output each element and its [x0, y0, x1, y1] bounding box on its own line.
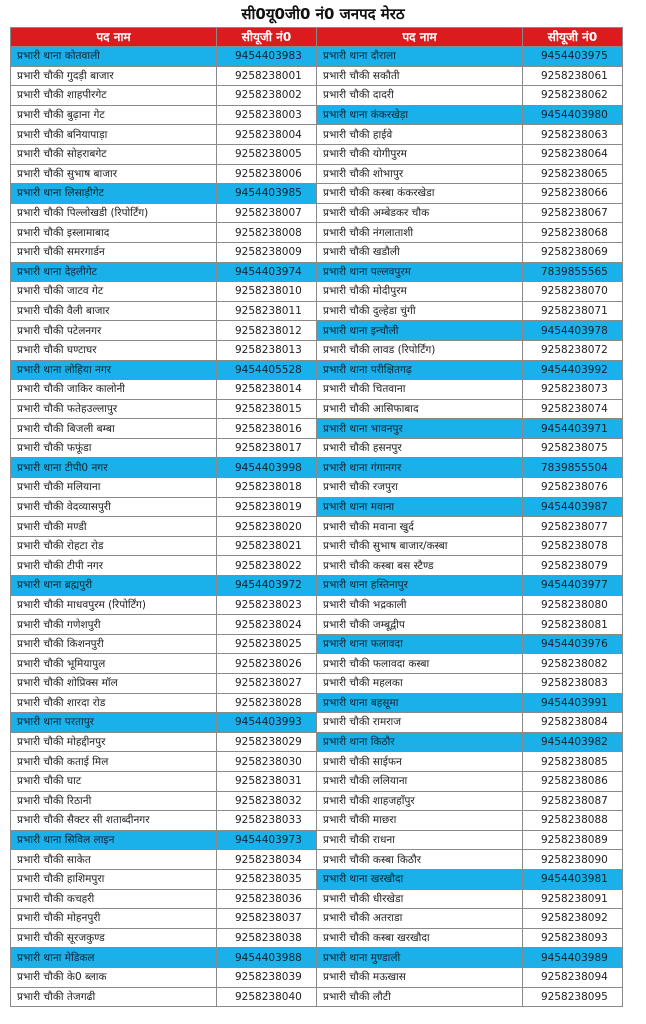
right-post-name: प्रभारी चौकी हाईवे	[317, 125, 523, 145]
header-cug-number-right: सीयूजी नं0	[523, 28, 623, 47]
table-row	[11, 556, 623, 576]
right-post-name: प्रभारी थाना परीक्षितगढ़	[317, 360, 523, 380]
right-cug-number: 9258238085	[523, 752, 623, 772]
table-row	[11, 125, 623, 145]
table-row	[11, 811, 623, 831]
header-row	[11, 28, 623, 47]
left-cug-number: 9258238032	[217, 791, 317, 811]
left-cug-number: 9258238037	[217, 909, 317, 929]
left-post-name: प्रभारी थाना कोतवाली	[11, 47, 217, 67]
right-post-name: प्रभारी चौकी साईफन	[317, 752, 523, 772]
left-post-name: प्रभारी चौकी बुढ़ाना गेट	[11, 105, 217, 125]
left-post-name: प्रभारी थाना लिसाड़ीगेट	[11, 184, 217, 204]
right-post-name: प्रभारी चौकी फलावदा कस्बा	[317, 654, 523, 674]
right-cug-number: 9258238062	[523, 86, 623, 106]
right-cug-number: 9454403989	[523, 948, 623, 968]
right-post-name: प्रभारी चौकी मवाना खुर्द	[317, 517, 523, 537]
right-cug-number: 9454403982	[523, 732, 623, 752]
right-post-name: प्रभारी थाना बहसूमा	[317, 693, 523, 713]
right-cug-number: 9258238067	[523, 203, 623, 223]
table-row	[11, 242, 623, 262]
left-cug-number: 9454403985	[217, 184, 317, 204]
right-cug-number: 9258238084	[523, 713, 623, 733]
right-cug-number: 9258238068	[523, 223, 623, 243]
table-row	[11, 360, 623, 380]
right-post-name: प्रभारी चौकी अतराडा	[317, 909, 523, 929]
left-cug-number: 9454405528	[217, 360, 317, 380]
left-cug-number: 9258238005	[217, 144, 317, 164]
right-cug-number: 7839855565	[523, 262, 623, 282]
right-cug-number: 9258238070	[523, 282, 623, 302]
table-row	[11, 47, 623, 67]
left-cug-number: 9258238015	[217, 399, 317, 419]
right-post-name: प्रभारी चौकी भद्रकाली	[317, 595, 523, 615]
table-row	[11, 340, 623, 360]
left-cug-number: 9258238009	[217, 242, 317, 262]
left-post-name: प्रभारी चौकी साकेत	[11, 850, 217, 870]
table-row	[11, 771, 623, 791]
right-cug-number: 9258238076	[523, 478, 623, 498]
right-post-name: प्रभारी चौकी कस्बा खरखौदा	[317, 928, 523, 948]
table-row	[11, 86, 623, 106]
right-post-name: प्रभारी चौकी सुभाष बाजार/कस्बा	[317, 536, 523, 556]
left-cug-number: 9454403974	[217, 262, 317, 282]
right-post-name: प्रभारी थाना हस्तिनापुर	[317, 576, 523, 596]
left-cug-number: 9258238018	[217, 478, 317, 498]
left-post-name: प्रभारी चौकी फतेहउल्लापुर	[11, 399, 217, 419]
left-cug-number: 9258238001	[217, 66, 317, 86]
left-post-name: प्रभारी चौकी जाकिर कालोनी	[11, 380, 217, 400]
table-row	[11, 399, 623, 419]
table-row	[11, 595, 623, 615]
left-cug-number: 9258238016	[217, 419, 317, 439]
left-post-name: प्रभारी चौकी मण्डी	[11, 517, 217, 537]
left-cug-number: 9258238004	[217, 125, 317, 145]
right-cug-number: 9454403981	[523, 869, 623, 889]
left-cug-number: 9258238036	[217, 889, 317, 909]
left-cug-number: 9258238022	[217, 556, 317, 576]
left-cug-number: 9258238017	[217, 438, 317, 458]
right-cug-number: 9454403992	[523, 360, 623, 380]
left-post-name: प्रभारी चौकी मोहद्दीनपुर	[11, 732, 217, 752]
right-post-name: प्रभारी चौकी लौटी	[317, 987, 523, 1007]
right-post-name: प्रभारी चौकी ललियाना	[317, 771, 523, 791]
table-row	[11, 301, 623, 321]
right-cug-number: 9258238074	[523, 399, 623, 419]
right-post-name: प्रभारी थाना मुण्डाली	[317, 948, 523, 968]
right-cug-number: 9258238063	[523, 125, 623, 145]
left-post-name: प्रभारी चौकी माधवपुरम (रिपोर्टिंग)	[11, 595, 217, 615]
right-post-name: प्रभारी चौकी मोदीपुरम	[317, 282, 523, 302]
right-post-name: प्रभारी चौकी कस्बा कंकरखेडा	[317, 184, 523, 204]
right-post-name: प्रभारी थाना खरखौदा	[317, 869, 523, 889]
table-row	[11, 732, 623, 752]
left-cug-number: 9258238019	[217, 497, 317, 517]
left-post-name: प्रभारी चौकी गुदड़ी बाजार	[11, 66, 217, 86]
right-post-name: प्रभारी चौकी शाहजहाँपुर	[317, 791, 523, 811]
left-cug-number: 9258238008	[217, 223, 317, 243]
left-cug-number: 9258238020	[217, 517, 317, 537]
right-cug-number: 9258238073	[523, 380, 623, 400]
table-row	[11, 262, 623, 282]
table-body	[11, 47, 623, 1007]
left-post-name: प्रभारी चौकी किशनपुरी	[11, 634, 217, 654]
left-post-name: प्रभारी चौकी पटेलनगर	[11, 321, 217, 341]
table-row	[11, 869, 623, 889]
right-post-name: प्रभारी थाना किठौर	[317, 732, 523, 752]
right-cug-number: 9258238091	[523, 889, 623, 909]
right-post-name: प्रभारी चौकी कस्बा बस स्टैण्ड	[317, 556, 523, 576]
right-post-name: प्रभारी थाना भावनपुर	[317, 419, 523, 439]
left-cug-number: 9258238025	[217, 634, 317, 654]
right-cug-number: 9454403977	[523, 576, 623, 596]
table-row	[11, 948, 623, 968]
right-cug-number: 9454403978	[523, 321, 623, 341]
table-row	[11, 830, 623, 850]
left-cug-number: 9258238014	[217, 380, 317, 400]
table-row	[11, 144, 623, 164]
left-post-name: प्रभारी चौकी शोप्रिक्स मॉल	[11, 674, 217, 694]
left-cug-number: 9258238006	[217, 164, 317, 184]
left-post-name: प्रभारी चौकी बनियापाड़ा	[11, 125, 217, 145]
table-row	[11, 458, 623, 478]
left-cug-number: 9258238026	[217, 654, 317, 674]
left-post-name: प्रभारी चौकी तेजगढी	[11, 987, 217, 1007]
right-post-name: प्रभारी चौकी कस्बा किठौर	[317, 850, 523, 870]
right-post-name: प्रभारी चौकी अम्बेडकर चौक	[317, 203, 523, 223]
right-post-name: प्रभारी चौकी राधना	[317, 830, 523, 850]
right-post-name: प्रभारी थाना कंकरखेड़ा	[317, 105, 523, 125]
table-row	[11, 164, 623, 184]
left-cug-number: 9258238013	[217, 340, 317, 360]
left-cug-number: 9454403988	[217, 948, 317, 968]
right-cug-number: 9258238061	[523, 66, 623, 86]
table-row	[11, 967, 623, 987]
left-post-name: प्रभारी चौकी रिठानी	[11, 791, 217, 811]
left-cug-number: 9258238010	[217, 282, 317, 302]
table-row	[11, 634, 623, 654]
left-post-name: प्रभारी चौकी टीपी नगर	[11, 556, 217, 576]
left-post-name: प्रभारी चौकी जाटव गेट	[11, 282, 217, 302]
table-row	[11, 713, 623, 733]
right-post-name: प्रभारी चौकी धीरखेडा	[317, 889, 523, 909]
right-cug-number: 9258238075	[523, 438, 623, 458]
right-post-name: प्रभारी चौकी माछरा	[317, 811, 523, 831]
table-row	[11, 928, 623, 948]
right-cug-number: 9258238080	[523, 595, 623, 615]
right-post-name: प्रभारी चौकी हसनपुर	[317, 438, 523, 458]
right-post-name: प्रभारी चौकी नंगलाताशी	[317, 223, 523, 243]
right-cug-number: 9258238065	[523, 164, 623, 184]
left-cug-number: 9258238034	[217, 850, 317, 870]
left-post-name: प्रभारी चौकी सोहराबगेट	[11, 144, 217, 164]
table-row	[11, 615, 623, 635]
left-post-name: प्रभारी चौकी फफूंडा	[11, 438, 217, 458]
left-cug-number: 9258238003	[217, 105, 317, 125]
table-row	[11, 576, 623, 596]
table-row	[11, 105, 623, 125]
left-cug-number: 9454403973	[217, 830, 317, 850]
left-cug-number: 9258238007	[217, 203, 317, 223]
table-row	[11, 654, 623, 674]
left-post-name: प्रभारी चौकी गणेशपुरी	[11, 615, 217, 635]
table-row	[11, 419, 623, 439]
right-post-name: प्रभारी थाना गंगानगर	[317, 458, 523, 478]
left-cug-number: 9258238028	[217, 693, 317, 713]
left-post-name: प्रभारी चौकी हाशिमपुरा	[11, 869, 217, 889]
left-post-name: प्रभारी चौकी समरगार्डन	[11, 242, 217, 262]
left-cug-number: 9258238040	[217, 987, 317, 1007]
table-row	[11, 909, 623, 929]
left-post-name: प्रभारी चौकी शाहपीरगेट	[11, 86, 217, 106]
right-post-name: प्रभारी चौकी मऊखास	[317, 967, 523, 987]
right-post-name: प्रभारी थाना पल्लवपुरम	[317, 262, 523, 282]
right-cug-number: 9454403971	[523, 419, 623, 439]
table-row	[11, 791, 623, 811]
cug-table	[10, 27, 623, 1007]
left-cug-number: 9258238030	[217, 752, 317, 772]
left-cug-number: 9258238039	[217, 967, 317, 987]
right-post-name: प्रभारी चौकी शोभापुर	[317, 164, 523, 184]
left-post-name: प्रभारी चौकी बिजली बम्बा	[11, 419, 217, 439]
left-post-name: प्रभारी थाना ब्रह्मपुरी	[11, 576, 217, 596]
right-post-name: प्रभारी चौकी रजपुरा	[317, 478, 523, 498]
left-cug-number: 9258238011	[217, 301, 317, 321]
table-row	[11, 889, 623, 909]
left-cug-number: 9258238012	[217, 321, 317, 341]
left-post-name: प्रभारी चौकी इस्लामाबाद	[11, 223, 217, 243]
right-cug-number: 9258238093	[523, 928, 623, 948]
right-cug-number: 9258238095	[523, 987, 623, 1007]
left-cug-number: 9258238033	[217, 811, 317, 831]
left-cug-number: 9454403972	[217, 576, 317, 596]
table-row	[11, 223, 623, 243]
right-cug-number: 9258238090	[523, 850, 623, 870]
right-cug-number: 9258238081	[523, 615, 623, 635]
table-row	[11, 850, 623, 870]
left-cug-number: 9454403983	[217, 47, 317, 67]
left-post-name: प्रभारी थाना लोहिया नगर	[11, 360, 217, 380]
header-post-name-right: पद नाम	[317, 28, 523, 47]
table-row	[11, 478, 623, 498]
left-cug-number: 9258238024	[217, 615, 317, 635]
right-post-name: प्रभारी चौकी दुल्हेडा चुंगी	[317, 301, 523, 321]
right-cug-number: 9258238071	[523, 301, 623, 321]
left-post-name: प्रभारी चौकी पिल्लोखडी (रिपोर्टिंग)	[11, 203, 217, 223]
left-post-name: प्रभारी चौकी कचहरी	[11, 889, 217, 909]
left-post-name: प्रभारी थाना टीपी0 नगर	[11, 458, 217, 478]
right-cug-number: 9258238069	[523, 242, 623, 262]
left-post-name: प्रभारी चौकी घाट	[11, 771, 217, 791]
right-post-name: प्रभारी चौकी आसिफाबाद	[317, 399, 523, 419]
table-row	[11, 203, 623, 223]
left-cug-number: 9258238023	[217, 595, 317, 615]
table-row	[11, 752, 623, 772]
left-post-name: प्रभारी चौकी वैली बाजार	[11, 301, 217, 321]
right-cug-number: 9258238064	[523, 144, 623, 164]
left-post-name: प्रभारी चौकी शारदा रोड	[11, 693, 217, 713]
table-row	[11, 321, 623, 341]
left-cug-number: 9258238029	[217, 732, 317, 752]
right-cug-number: 7839855504	[523, 458, 623, 478]
right-post-name: प्रभारी थाना मवाना	[317, 497, 523, 517]
left-cug-number: 9258238035	[217, 869, 317, 889]
table-row	[11, 536, 623, 556]
left-post-name: प्रभारी चौकी सैक्टर सी शताब्दीनगर	[11, 811, 217, 831]
left-cug-number: 9454403993	[217, 713, 317, 733]
right-post-name: प्रभारी थाना इन्चौली	[317, 321, 523, 341]
table-row	[11, 438, 623, 458]
table-row	[11, 282, 623, 302]
left-post-name: प्रभारी चौकी रोहटा रोड	[11, 536, 217, 556]
table-row	[11, 987, 623, 1007]
right-cug-number: 9258238087	[523, 791, 623, 811]
right-cug-number: 9258238079	[523, 556, 623, 576]
left-post-name: प्रभारी चौकी सूरजकुण्ड	[11, 928, 217, 948]
right-post-name: प्रभारी चौकी लावड (रिपोर्टिंग)	[317, 340, 523, 360]
left-post-name: प्रभारी थाना परतापुर	[11, 713, 217, 733]
right-cug-number: 9258238086	[523, 771, 623, 791]
right-post-name: प्रभारी चौकी योगीपुरम	[317, 144, 523, 164]
left-post-name: प्रभारी थाना देहलीगेट	[11, 262, 217, 282]
right-post-name: प्रभारी चौकी खडौली	[317, 242, 523, 262]
header-cug-number-left: सीयूजी नं0	[217, 28, 317, 47]
left-post-name: प्रभारी चौकी सुभाष बाजार	[11, 164, 217, 184]
left-cug-number: 9258238002	[217, 86, 317, 106]
right-post-name: प्रभारी चौकी महलका	[317, 674, 523, 694]
left-cug-number: 9258238031	[217, 771, 317, 791]
left-cug-number: 9258238027	[217, 674, 317, 694]
right-cug-number: 9454403987	[523, 497, 623, 517]
right-cug-number: 9454403976	[523, 634, 623, 654]
right-cug-number: 9258238077	[523, 517, 623, 537]
table-row	[11, 693, 623, 713]
right-cug-number: 9258238089	[523, 830, 623, 850]
page-title: सी0यू0जी0 नं0 जनपद मेरठ	[241, 5, 405, 23]
header-post-name-left: पद नाम	[11, 28, 217, 47]
left-cug-number: 9258238038	[217, 928, 317, 948]
left-cug-number: 9258238021	[217, 536, 317, 556]
right-cug-number: 9258238088	[523, 811, 623, 831]
right-post-name: प्रभारी चौकी दादरी	[317, 86, 523, 106]
right-cug-number: 9454403980	[523, 105, 623, 125]
left-post-name: प्रभारी थाना मेडिकल	[11, 948, 217, 968]
right-cug-number: 9258238094	[523, 967, 623, 987]
right-cug-number: 9258238066	[523, 184, 623, 204]
table-row	[11, 674, 623, 694]
left-post-name: प्रभारी चौकी मलियाना	[11, 478, 217, 498]
right-cug-number: 9454403975	[523, 47, 623, 67]
right-post-name: प्रभारी थाना फलावदा	[317, 634, 523, 654]
table-row	[11, 497, 623, 517]
left-post-name: प्रभारी चौकी के0 ब्लाक	[11, 967, 217, 987]
right-post-name: प्रभारी थाना दौराला	[317, 47, 523, 67]
left-post-name: प्रभारी चौकी वेदव्यासपुरी	[11, 497, 217, 517]
right-post-name: प्रभारी चौकी चितवाना	[317, 380, 523, 400]
left-post-name: प्रभारी चौकी कताई मिल	[11, 752, 217, 772]
left-post-name: प्रभारी चौकी भूमियापुल	[11, 654, 217, 674]
left-cug-number: 9454403998	[217, 458, 317, 478]
left-post-name: प्रभारी चौकी मोहनपुरी	[11, 909, 217, 929]
right-cug-number: 9258238072	[523, 340, 623, 360]
right-post-name: प्रभारी चौकी रामराज	[317, 713, 523, 733]
right-cug-number: 9454403991	[523, 693, 623, 713]
table-row	[11, 380, 623, 400]
right-post-name: प्रभारी चौकी जम्बूद्वीप	[317, 615, 523, 635]
right-cug-number: 9258238078	[523, 536, 623, 556]
right-post-name: प्रभारी चौकी सकौती	[317, 66, 523, 86]
right-cug-number: 9258238092	[523, 909, 623, 929]
table-row	[11, 517, 623, 537]
left-post-name: प्रभारी चौकी घण्टाघर	[11, 340, 217, 360]
left-post-name: प्रभारी थाना सिविल लाइन	[11, 830, 217, 850]
table-row	[11, 66, 623, 86]
right-cug-number: 9258238082	[523, 654, 623, 674]
table-row	[11, 184, 623, 204]
right-cug-number: 9258238083	[523, 674, 623, 694]
